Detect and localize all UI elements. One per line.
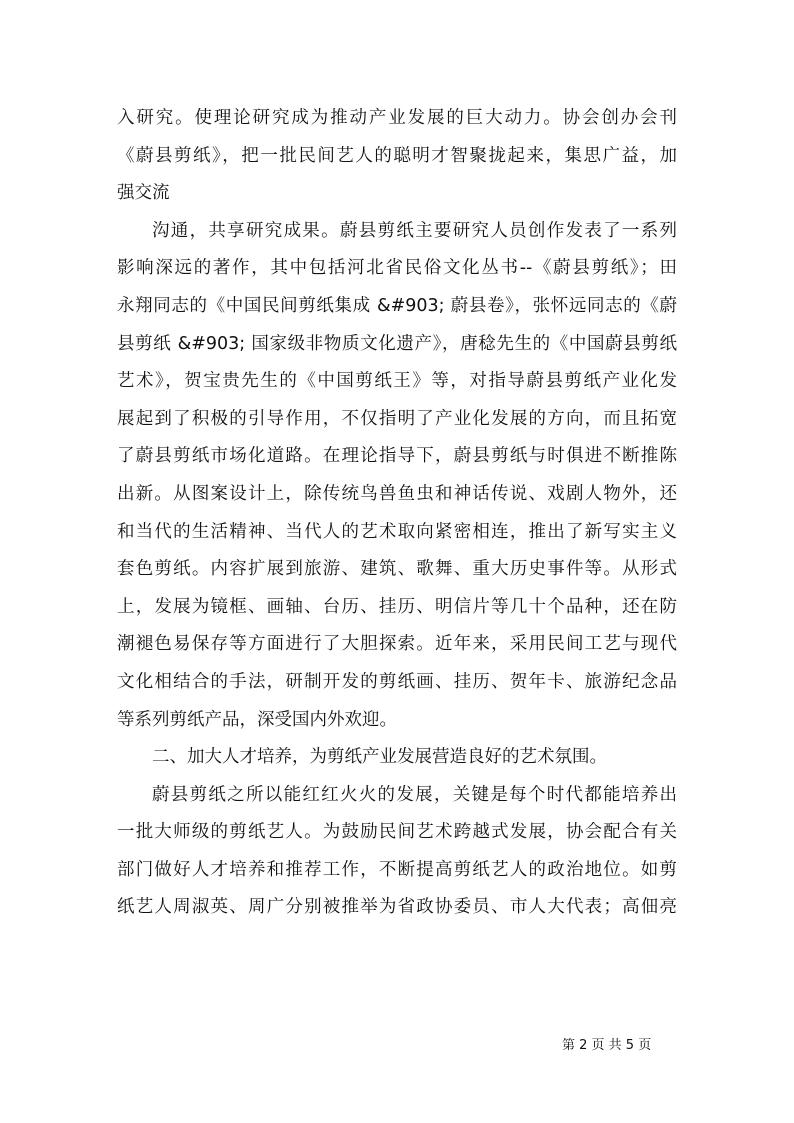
text-line: 出新。从图案设计上，除传统鸟兽鱼虫和神话传说、戏剧人物外，还 xyxy=(117,483,677,504)
text-line: 展起到了积极的引导作用，不仅指明了产业化发展的方向，而且拓宽 xyxy=(117,408,677,429)
text-line: 部门做好人才培养和推荐工作，不断提高剪纸艺人的政治地位。如剪 xyxy=(117,859,677,880)
text-line: 上，发展为镜框、画轴、台历、挂历、明信片等几十个品种，还在防 xyxy=(117,596,677,617)
text-line: 强交流 xyxy=(117,183,170,204)
text-line: 永翔同志的《中国民间剪纸集成 &#903; 蔚县卷》，张怀远同志的《蔚 xyxy=(117,295,677,316)
text-line: 和当代的生活精神、当代人的艺术取向紧密相连，推出了新写实主义 xyxy=(117,521,677,542)
text-line: 纸艺人周淑英、周广分别被推举为省政协委员、市人大代表；高佃亮 xyxy=(117,897,677,918)
text-line: 一批大师级的剪纸艺人。为鼓励民间艺术跨越式发展，协会配合有关 xyxy=(117,822,677,843)
text-line: 沟通，共享研究成果。蔚县剪纸主要研究人员创作发表了一系列 xyxy=(152,220,677,241)
text-line: 县剪纸 &#903; 国家级非物质文化遗产》，唐稔先生的《中国蔚县剪纸 xyxy=(117,333,677,354)
document-body xyxy=(117,100,677,927)
text-line: 了蔚县剪纸市场化道路。在理论指导下，蔚县剪纸与时俱进不断推陈 xyxy=(117,446,677,467)
text-line: 艺术》，贺宝贵先生的《中国剪纸王》等，对指导蔚县剪纸产业化发 xyxy=(117,371,677,392)
text-line: 入研究。使理论研究成为推动产业发展的巨大动力。协会创办会刊 xyxy=(117,108,677,128)
text-line: 蔚县剪纸之所以能红红火火的发展，关键是每个时代都能培养出 xyxy=(152,784,677,805)
text-line: 等系列剪纸产品，深受国内外欢迎。 xyxy=(117,709,397,730)
text-line: 文化相结合的手法，研制开发的剪纸画、挂历、贺年卡、旅游纪念品 xyxy=(117,671,677,692)
text-line: 《蔚县剪纸》，把一批民间艺人的聪明才智聚拢起来，集思广益，加 xyxy=(117,145,677,166)
section-heading: 二、加大人才培养，为剪纸产业发展营造良好的艺术氛围。 xyxy=(152,747,607,768)
text-line: 套色剪纸。内容扩展到旅游、建筑、歌舞、重大历史事件等。从形式 xyxy=(117,559,677,580)
text-line: 潮褪色易保存等方面进行了大胆探索。近年来，采用民间工艺与现代 xyxy=(117,634,677,655)
page-number: 第 2 页 共 5 页 xyxy=(562,1038,652,1053)
text-line: 影响深远的著作，其中包括河北省民俗文化丛书--《蔚县剪纸》；田 xyxy=(117,258,677,279)
